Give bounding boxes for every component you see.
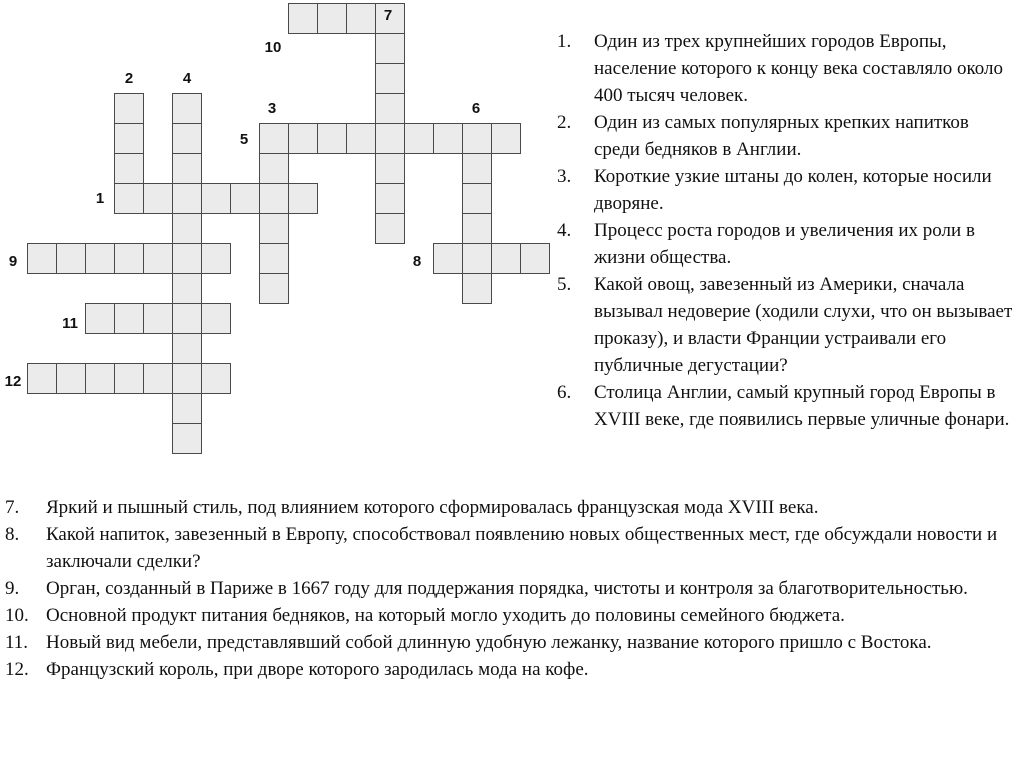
- clue-text: Процесс роста городов и увеличения их роли в жизни общества.: [594, 220, 975, 268]
- clue-number: 10.: [5, 605, 29, 626]
- crossword-cell[interactable]: [143, 183, 173, 214]
- clue-number: 3.: [557, 166, 572, 187]
- clue-12: [5, 656, 1020, 683]
- crossword-cell[interactable]: [288, 123, 318, 154]
- clues-list-bottom: [5, 494, 1020, 683]
- clue-text: Один из самых популярных крепких напитков среди бедняков в Англии.: [594, 112, 969, 160]
- crossword-cell[interactable]: [85, 303, 115, 334]
- crossword-cell[interactable]: [172, 213, 202, 244]
- crossword-cell[interactable]: [85, 363, 115, 394]
- crossword-cell[interactable]: [201, 243, 231, 274]
- crossword-cell[interactable]: [433, 243, 463, 274]
- clue-number-label-11: 11: [62, 315, 78, 332]
- clue-number-label-8: 8: [412, 253, 422, 270]
- clue-text: Основной продукт питания бедняков, на который могло уходить до половины семейного бюджета.: [46, 605, 845, 626]
- crossword-cell[interactable]: [433, 123, 463, 154]
- crossword-cell[interactable]: [462, 183, 492, 214]
- clue-text: Французский король, при дворе которого зародилась мода на кофе.: [46, 659, 589, 680]
- crossword-cell[interactable]: [288, 3, 318, 34]
- crossword-cell[interactable]: [491, 243, 521, 274]
- crossword-cell[interactable]: [201, 303, 231, 334]
- crossword-cell[interactable]: [317, 3, 347, 34]
- crossword-grid: [0, 0, 560, 440]
- clue-number: 11.: [5, 632, 29, 653]
- crossword-cell[interactable]: [114, 123, 144, 154]
- crossword-cell[interactable]: [462, 123, 492, 154]
- clue-8: [5, 521, 1020, 575]
- clue-text: Какой овощ, завезенный из Америки, сначала вызывал недоверие (ходили слухи, что он вызывает проказу), и власти Франции устраивали его публичные дегустации?: [594, 274, 1013, 376]
- crossword-cell[interactable]: [143, 363, 173, 394]
- clue-number: 6.: [557, 382, 572, 403]
- crossword-cell[interactable]: [114, 243, 144, 274]
- crossword-cell[interactable]: [114, 183, 144, 214]
- clue-number: 8.: [5, 524, 20, 545]
- clue-3: [557, 163, 1017, 217]
- crossword-cell[interactable]: [56, 363, 86, 394]
- clue-number-label-10: 10: [264, 39, 282, 56]
- crossword-cell[interactable]: [259, 213, 289, 244]
- crossword-cell[interactable]: [114, 93, 144, 124]
- crossword-cell[interactable]: [27, 243, 57, 274]
- clue-text: Яркий и пышный стиль, под влиянием которого сформировалась французская мода XVIII века.: [46, 497, 819, 518]
- crossword-cell[interactable]: [143, 243, 173, 274]
- crossword-cell[interactable]: [172, 273, 202, 304]
- crossword-cell[interactable]: [201, 183, 231, 214]
- clue-2: [557, 109, 1017, 163]
- clue-9: [5, 575, 1020, 602]
- crossword-cell[interactable]: [375, 63, 405, 94]
- crossword-cell[interactable]: [172, 393, 202, 424]
- clue-text: Орган, созданный в Париже в 1667 году для поддержания порядка, чистоты и контроля за благотворительностью.: [46, 578, 968, 599]
- crossword-cell[interactable]: [172, 153, 202, 184]
- crossword-cell[interactable]: [201, 363, 231, 394]
- crossword-cell[interactable]: [375, 93, 405, 124]
- crossword-cell[interactable]: [172, 183, 202, 214]
- clue-5: [557, 271, 1017, 379]
- clues-list-right: [557, 28, 1017, 433]
- crossword-cell[interactable]: [462, 243, 492, 274]
- crossword-cell[interactable]: [85, 243, 115, 274]
- clue-text: Короткие узкие штаны до колен, которые носили дворяне.: [594, 166, 992, 214]
- crossword-cell[interactable]: [259, 123, 289, 154]
- clue-1: [557, 28, 1017, 109]
- crossword-cell[interactable]: [172, 423, 202, 454]
- clue-text: Новый вид мебели, представлявший собой длинную удобную лежанку, название которого пришло с Востока.: [46, 632, 932, 653]
- crossword-cell[interactable]: [462, 213, 492, 244]
- clue-text: Один из трех крупнейших городов Европы, население которого к концу века составляло около 400 тысяч человек.: [594, 31, 1004, 106]
- clue-number: 7.: [5, 497, 20, 518]
- crossword-cell[interactable]: [259, 183, 289, 214]
- clue-text: Какой напиток, завезенный в Европу, способствовал появлению новых общественных мест, где обсуждали новости и заключали сделки?: [46, 524, 998, 572]
- crossword-cell[interactable]: [114, 303, 144, 334]
- crossword-cell[interactable]: [375, 213, 405, 244]
- crossword-cell[interactable]: [172, 93, 202, 124]
- crossword-cell[interactable]: [375, 153, 405, 184]
- crossword-cell[interactable]: [346, 123, 376, 154]
- crossword-cell[interactable]: [375, 183, 405, 214]
- clue-number-label-6: 6: [471, 100, 481, 117]
- crossword-cell[interactable]: [259, 273, 289, 304]
- crossword-cell[interactable]: [172, 363, 202, 394]
- crossword-cell[interactable]: [172, 303, 202, 334]
- clue-text: Столица Англии, самый крупный город Европы в XVIII веке, где появились первые уличные фонари.: [594, 382, 1010, 430]
- crossword-cell[interactable]: [114, 363, 144, 394]
- crossword-cell[interactable]: [288, 183, 318, 214]
- crossword-cell[interactable]: [462, 273, 492, 304]
- crossword-cell[interactable]: [230, 183, 260, 214]
- crossword-cell[interactable]: [56, 243, 86, 274]
- crossword-cell[interactable]: [346, 3, 376, 34]
- crossword-cell[interactable]: [462, 153, 492, 184]
- crossword-cell[interactable]: [114, 153, 144, 184]
- crossword-cell[interactable]: [172, 333, 202, 364]
- clue-number: 9.: [5, 578, 20, 599]
- crossword-cell[interactable]: [172, 123, 202, 154]
- clue-number-label-4: 4: [182, 70, 192, 87]
- clue-number-label-1: 1: [95, 190, 105, 207]
- crossword-cell[interactable]: [491, 123, 521, 154]
- crossword-cell[interactable]: [172, 243, 202, 274]
- clue-number-label-3: 3: [267, 100, 277, 117]
- clue-number: 5.: [557, 274, 572, 295]
- clue-number-label-2: 2: [124, 70, 134, 87]
- clue-11: [5, 629, 1020, 656]
- clue-number: 4.: [557, 220, 572, 241]
- clue-10: [5, 602, 1020, 629]
- crossword-cell[interactable]: [259, 153, 289, 184]
- clue-number: 12.: [5, 659, 29, 680]
- crossword-cell[interactable]: [27, 363, 57, 394]
- crossword-cell[interactable]: [520, 243, 550, 274]
- clue-number-label-9: 9: [8, 253, 18, 270]
- clue-number: 1.: [557, 31, 572, 52]
- crossword-cell[interactable]: [143, 303, 173, 334]
- crossword-cell[interactable]: [259, 243, 289, 274]
- crossword-cell[interactable]: [375, 33, 405, 64]
- clue-number-label-12: 12: [4, 373, 22, 390]
- clue-7: [5, 494, 1020, 521]
- crossword-cell[interactable]: [317, 123, 347, 154]
- clue-6: [557, 379, 1017, 433]
- crossword-cell[interactable]: [375, 123, 405, 154]
- clue-number-label-5: 5: [239, 131, 249, 148]
- crossword-cell[interactable]: [404, 123, 434, 154]
- clue-number-label-7: 7: [383, 7, 393, 24]
- clue-number: 2.: [557, 112, 572, 133]
- clue-4: [557, 217, 1017, 271]
